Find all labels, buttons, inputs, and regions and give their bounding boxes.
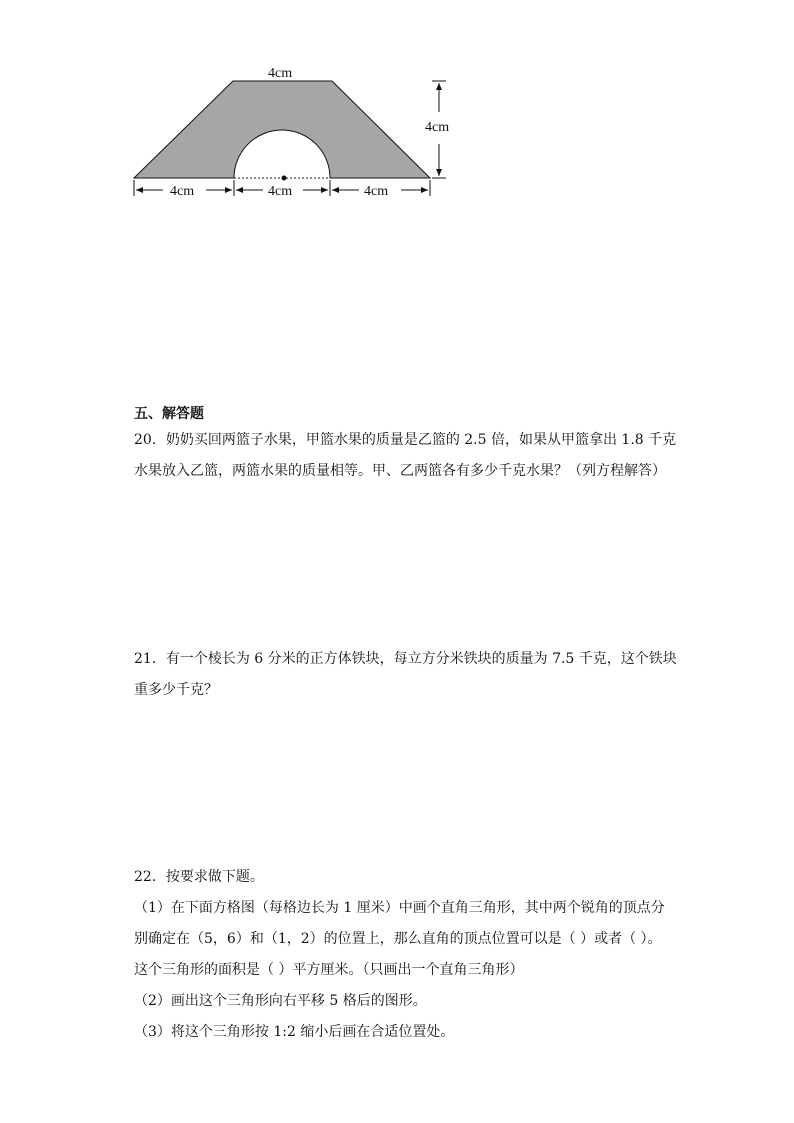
q22-part1-line-3: 这个三角形的面积是（ ）平方厘米。（只画出一个直角三角形） [134, 962, 524, 978]
height-label: 4cm [425, 120, 450, 135]
section-heading: 五、解答题 [134, 406, 204, 422]
q22-part2: （2）画出这个三角形向右平移 5 格后的图形。 [134, 993, 427, 1009]
center-dot [282, 176, 287, 181]
q22-part1-line-2: 别确定在（5，6）和（1，2）的位置上，那么直角的顶点位置可以是（ ）或者（ ）。 [134, 931, 662, 947]
top-width-label: 4cm [268, 66, 293, 81]
bottom-label-middle: 4cm [268, 184, 293, 199]
q20-line-1: 20．奶奶买回两篮子水果，甲篮水果的质量是乙篮的 2.5 倍，如果从甲篮拿出 1.8 千克 [134, 432, 677, 448]
q21-line-1: 21．有一个棱长为 6 分米的正方体铁块，每立方分米铁块的质量为 7.5 千克，这个铁块 [134, 651, 677, 667]
q20-line-2: 水果放入乙篮，两篮水果的质量相等。甲、乙两篮各有多少千克水果？（列方程解答） [134, 463, 666, 479]
trapezoid-figure [0, 0, 794, 220]
q22-part3: （3）将这个三角形按 1:2 缩小后画在合适位置处。 [134, 1024, 455, 1040]
q21-line-2: 重多少千克？ [134, 682, 218, 698]
q22-part1-line-1: （1）在下面方格图（每格边长为 1 厘米）中画个直角三角形，其中两个锐角的顶点分 [134, 900, 665, 916]
shaded-trapezoid [134, 81, 430, 178]
bottom-label-right: 4cm [364, 184, 389, 199]
bottom-label-left: 4cm [170, 184, 195, 199]
q22-title: 22．按要求做下题。 [134, 869, 264, 885]
